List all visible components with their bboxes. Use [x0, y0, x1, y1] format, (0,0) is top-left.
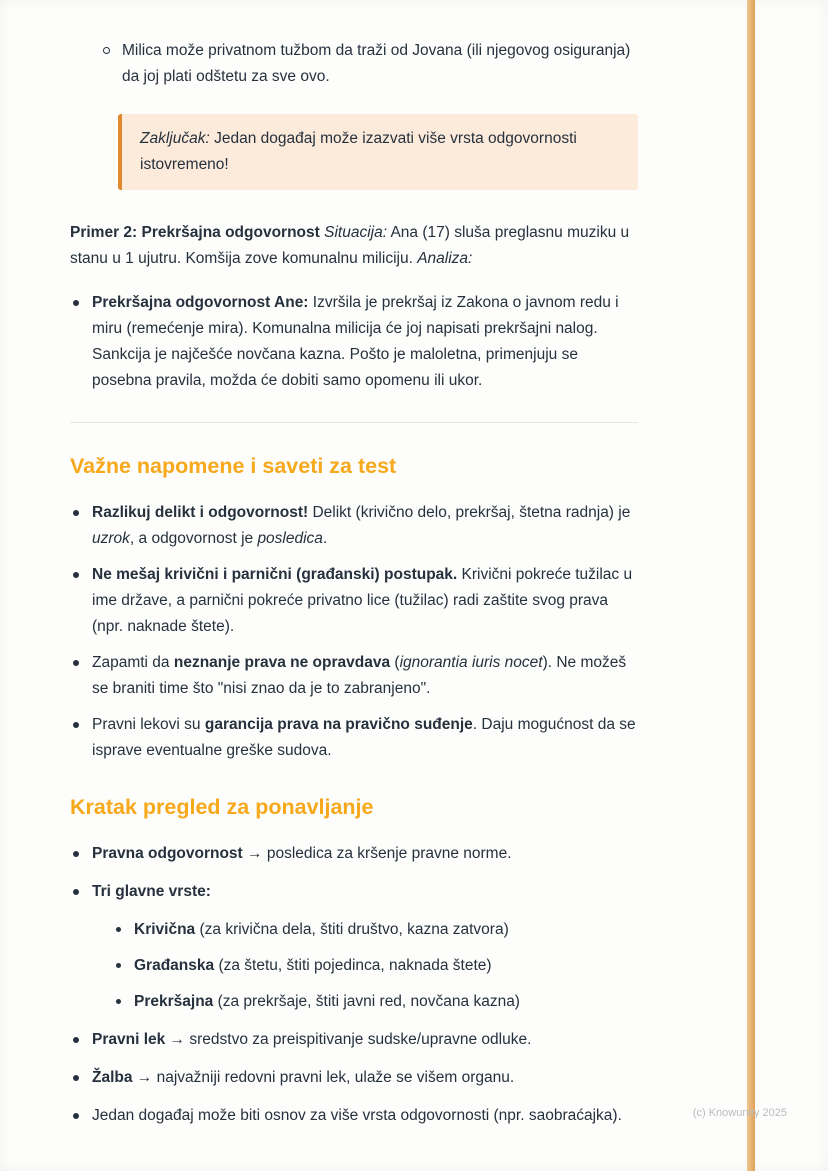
text-segment: . Daju mogućnost da se isprave eventualne greške sudova. [92, 716, 636, 759]
text-segment: (za štetu, štiti pojedinca, naknada štete) [214, 957, 492, 974]
footer-credit: (c) Knowunity 2025 [692, 1107, 787, 1119]
nested-list [94, 917, 638, 1015]
list-item [70, 562, 638, 640]
text-segment: Delikt (krivično delo, prekršaj, štetna radnja) je [308, 504, 631, 521]
text-segment: ( [390, 654, 400, 671]
list-item [70, 841, 638, 867]
list-item [70, 500, 638, 552]
primer2-paragraph [70, 220, 638, 272]
text-segment: posledica [257, 530, 323, 547]
text-segment: → najvažniji redovni pravni lek, ulaže se višem organu. [132, 1069, 515, 1086]
callout-text [140, 126, 620, 178]
list-item [70, 1027, 638, 1053]
text-segment: neznanje prava ne opravdava [173, 654, 391, 671]
list-item [70, 712, 638, 764]
document-content [70, 38, 638, 1141]
text-segment: Izvršila je prekršaj iz Zakona o javnom redu i miru (remećenje mira). Komunalna milicija će joj napisati prekršajni nalog. Sankcija je najčešće novčana kazna. Pošto je maloletna, primenjuju se posebna pravila, možda će dobiti samo opomenu ili ukor. [92, 294, 619, 389]
review-list [70, 841, 638, 1129]
text-segment: Ana (17) sluša preglasnu muziku u stanu u 1 ujutru. Komšija zove komunalnu miliciju. [70, 224, 630, 267]
text-segment: Tri glavne vrste: [92, 883, 211, 900]
list-item [100, 38, 638, 90]
list-item [114, 953, 638, 979]
list-item [70, 879, 638, 1015]
text-segment: ignorantia iuris nocet [399, 654, 543, 671]
text-segment: → sredstvo za preispitivanje sudske/upravne odluke. [165, 1031, 532, 1048]
text-segment: ). Ne možeš se braniti time što "nisi znao da je to zabranjeno". [92, 654, 627, 697]
text-segment: Žalba [92, 1069, 133, 1086]
text-segment: Razlikuj delikt i odgovornost! [92, 504, 309, 521]
text-segment: Jedan događaj može biti osnov za više vrsta odgovornosti (npr. saobraćajka). [92, 1107, 622, 1124]
text-segment: garancija prava na pravično suđenje [204, 716, 473, 733]
primer2-list [70, 290, 638, 394]
text-segment: Jedan događaj može izazvati više vrsta odgovornosti istovremeno! [140, 130, 577, 173]
notes-list [70, 500, 638, 764]
text-segment: Pravni lekovi su [92, 716, 205, 733]
text-segment: Pravna odgovornost [92, 845, 243, 862]
list-item [114, 917, 638, 943]
text-segment: Zaključak: [140, 130, 210, 147]
text-segment: Milica može privatnom tužbom da traži od Jovana (ili njegovog osiguranja) da joj plati odštetu za sve ovo. [122, 42, 631, 85]
text-segment: uzrok [92, 530, 130, 547]
text-segment: . [322, 530, 328, 547]
text-segment: Situacija: [324, 224, 388, 241]
text-segment: Analiza: [417, 250, 473, 267]
text-segment: (za prekršaje, štiti javni red, novčana kazna) [213, 993, 520, 1010]
list-item [114, 989, 638, 1015]
list-item [70, 1065, 638, 1091]
text-segment: → posledica za kršenje pravne norme. [242, 845, 512, 862]
text-segment: Krivična [134, 921, 196, 938]
list-item [70, 1103, 638, 1129]
text-segment: Ne mešaj krivični i parnični (građanski) postupak. [92, 566, 458, 583]
heading-vazne-napomene: Važne napomene i saveti za test [70, 454, 397, 478]
list-item [70, 650, 638, 702]
section-divider [70, 422, 638, 423]
text-segment: , a odgovornost je [129, 530, 258, 547]
intro-sublist [70, 38, 638, 90]
heading-kratak-pregled: Kratak pregled za ponavljanje [70, 795, 374, 819]
conclusion-callout [118, 114, 638, 190]
text-segment: (za krivična dela, štiti društvo, kazna zatvora) [195, 921, 509, 938]
text-segment: Pravni lek [92, 1031, 166, 1048]
text-segment: Zapamti da [92, 654, 174, 671]
text-segment: Primer 2: Prekršajna odgovornost [70, 224, 325, 241]
text-segment: Prekršajna odgovornost Ane: [92, 294, 309, 311]
page-edge-stripe [747, 0, 755, 1171]
text-segment: Prekršajna [134, 993, 214, 1010]
text-segment: Građanska [134, 957, 215, 974]
text-segment: Krivični pokreće tužilac u ime države, a parnični pokreće privatno lice (tužilac) radi zaštite svog prava (npr. naknade štete). [92, 566, 633, 635]
list-item [70, 290, 638, 394]
